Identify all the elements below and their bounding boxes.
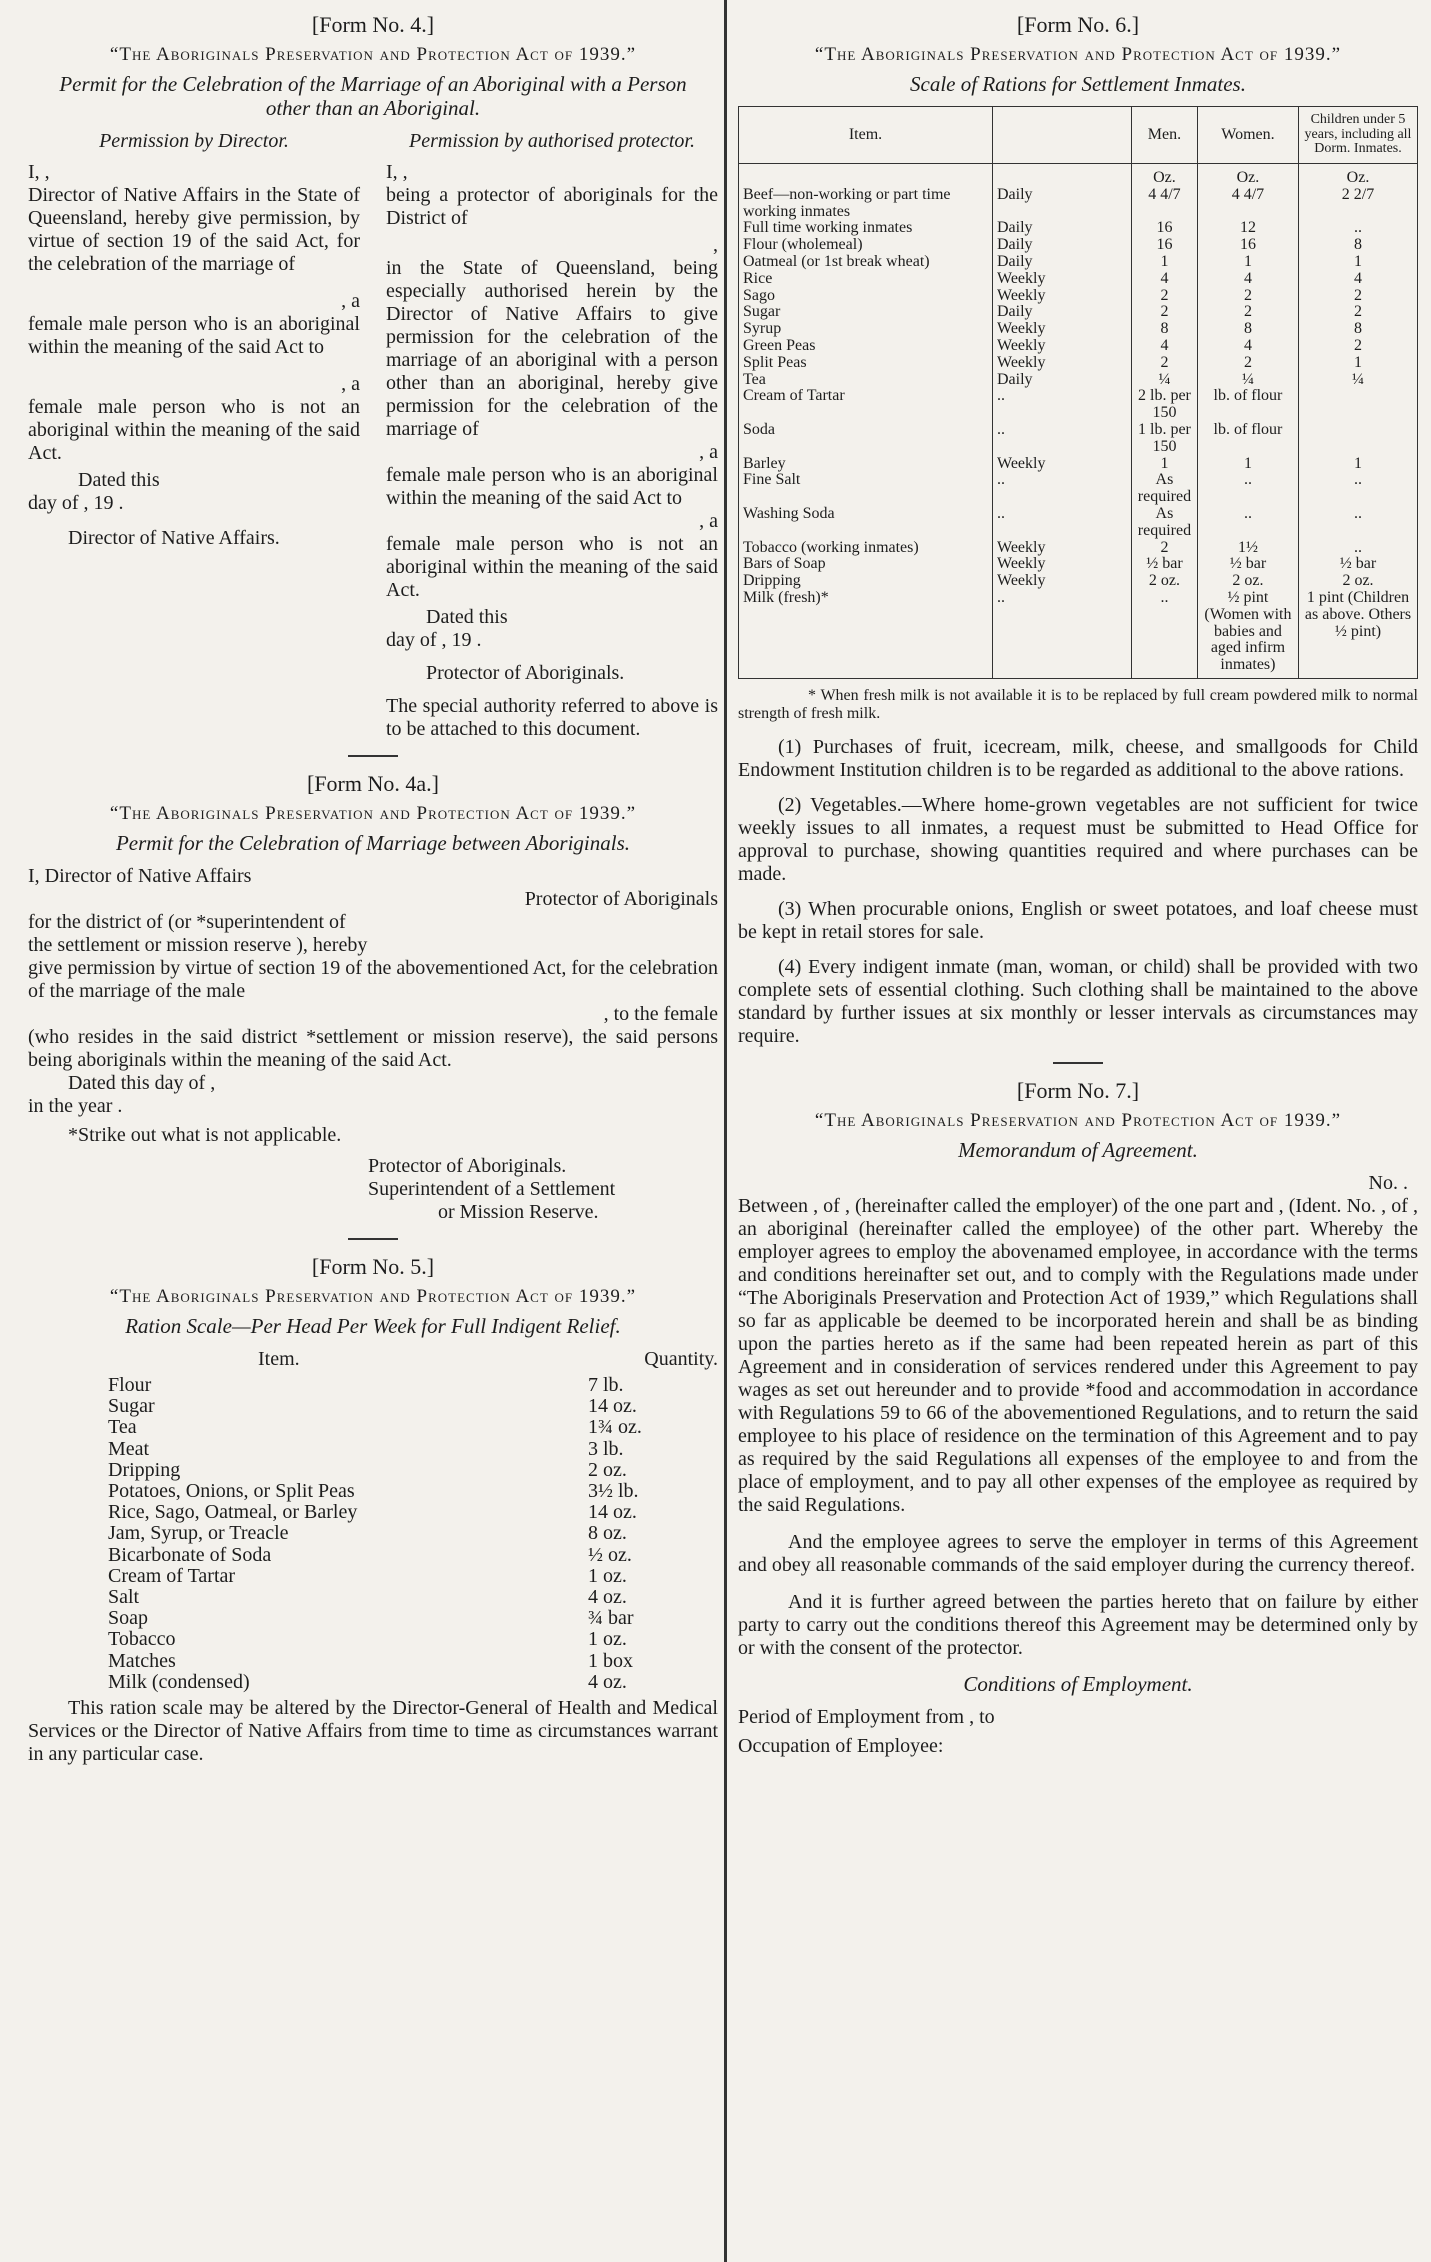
cell-women: ½ pint (Women with babies and aged infirm inmates) (1197, 590, 1298, 678)
paragraph: give permission by virtue of section 19 of the abovementioned Act, for the celebration of the marriage of the male (28, 957, 718, 1003)
ration-item: Dripping (108, 1458, 181, 1481)
cell-item: Fine Salt (739, 472, 993, 506)
ration-quantity: 4 oz. (588, 1585, 627, 1608)
table-row (739, 271, 1418, 288)
cell-men: 1 (1132, 254, 1198, 271)
cell-item: Oatmeal (or 1st break wheat) (739, 254, 993, 271)
line: Protector of Aboriginals (524, 888, 718, 911)
cell-children: 1 (1299, 355, 1418, 372)
ration-row (28, 1460, 718, 1481)
ration-row (28, 1608, 718, 1629)
cell-item: Sugar (739, 304, 993, 321)
ration-quantity: 8 oz. (588, 1522, 627, 1545)
unit-cell: Oz. (1132, 164, 1198, 187)
form-subtitle: Permit for the Celebration of Marriage between Aboriginals. (115, 830, 631, 855)
ration-row (28, 1523, 718, 1544)
cell-women: 2 (1197, 288, 1298, 305)
ration-list (28, 1375, 718, 1693)
form-number: [Form No. 7.] (1016, 1077, 1140, 1103)
cell-men: 4 4/7 (1132, 187, 1198, 221)
ration-item: Soap (108, 1607, 148, 1630)
cell-women: lb. of flour (1197, 388, 1298, 422)
cell-men: 2 lb. per 150 (1132, 388, 1198, 422)
line: , (713, 234, 718, 257)
table-row (739, 187, 1418, 221)
cell-men: ¼ (1132, 372, 1198, 389)
cell-children: .. (1299, 472, 1418, 506)
cell-item: Rice (739, 271, 993, 288)
unit-cell (993, 164, 1132, 187)
line: , to the female (603, 1003, 718, 1026)
ration-row (28, 1629, 718, 1650)
cell-item: Barley (739, 456, 993, 473)
act-title: “The Aboriginals Preservation and Protection Act of 1939.” (109, 1286, 637, 1308)
cell-children: 2 2/7 (1299, 187, 1418, 221)
ration-header (28, 1348, 718, 1371)
cell-women: 16 (1197, 237, 1298, 254)
cell-children: 8 (1299, 321, 1418, 338)
ration-quantity: 1 box (588, 1649, 633, 1672)
line: day of , 19 . (28, 492, 124, 515)
cell-children: 2 (1299, 338, 1418, 355)
ration-row (28, 1375, 718, 1396)
table-row (739, 372, 1418, 389)
ration-item: Salt (108, 1585, 140, 1608)
cell-freq: Daily (993, 237, 1132, 254)
ration-item: Meat (108, 1437, 150, 1460)
termination-clause: And it is further agreed between the parties hereto that on failure by either party to carry out the conditions thereof this Agreement may be determined only by or with the consent of the protector. (738, 1590, 1418, 1659)
cell-women: ¼ (1197, 372, 1298, 389)
section-separator (348, 1238, 398, 1240)
ration-item: Bicarbonate of Soda (108, 1543, 272, 1566)
ration-quantity: 1 oz. (588, 1564, 627, 1587)
col-item: Item. (739, 106, 993, 163)
cell-item: Soda (739, 422, 993, 456)
ration-item: Jam, Syrup, or Treacle (108, 1522, 289, 1545)
table-row (739, 338, 1418, 355)
signature-line: Protector of Aboriginals. (368, 1155, 567, 1178)
cell-men: 2 (1132, 355, 1198, 372)
cell-men: 4 (1132, 338, 1198, 355)
cell-men: .. (1132, 590, 1198, 678)
cell-item: Bars of Soap (739, 556, 993, 573)
cell-freq: Weekly (993, 456, 1132, 473)
cell-item: Dripping (739, 573, 993, 590)
act-title: “The Aboriginals Preservation and Protection Act of 1939.” (814, 44, 1342, 65)
director-permission (28, 130, 360, 741)
cell-children: .. (1299, 540, 1418, 557)
cell-women: 2 (1197, 355, 1298, 372)
ration-quantity: 1 oz. (588, 1628, 627, 1651)
cell-freq: Weekly (993, 556, 1132, 573)
paragraph: being a protector of aboriginals for the District of (386, 184, 718, 230)
cell-item: Tobacco (working inmates) (739, 540, 993, 557)
table-row (739, 321, 1418, 338)
form-number: [Form No. 5.] (311, 1254, 435, 1280)
form-subtitle: Ration Scale—Per Head Per Week for Full Indigent Relief. (125, 1313, 621, 1338)
line: Dated this (426, 606, 508, 629)
table-row (739, 540, 1418, 557)
employee-clause: And the employee agrees to serve the employer in terms of this Agreement and obey all reasonable commands of the said employer during the currency thereof. (738, 1530, 1418, 1576)
form-4 (28, 12, 718, 741)
cell-item: Syrup (739, 321, 993, 338)
cell-freq: Weekly (993, 321, 1132, 338)
period-line: Period of Employment from , to (738, 1705, 995, 1728)
cell-children: 4 (1299, 271, 1418, 288)
line: , a (341, 290, 360, 313)
footnote: *Strike out what is not applicable. (68, 1124, 342, 1147)
cell-children: 2 oz. (1299, 573, 1418, 590)
table-row (739, 237, 1418, 254)
cell-women: lb. of flour (1197, 422, 1298, 456)
ration-quantity: ½ oz. (588, 1543, 632, 1566)
cell-men: 8 (1132, 321, 1198, 338)
col-frequency (993, 106, 1132, 163)
paragraph: female male person who is not an aboriginal within the meaning of the said Act. (386, 533, 718, 602)
ration-notes (738, 736, 1418, 1048)
line: the settlement or mission reserve ), hereby (28, 934, 368, 957)
table-row (739, 456, 1418, 473)
cell-children: .. (1299, 506, 1418, 540)
cell-freq: .. (993, 422, 1132, 456)
ration-quantity: 14 oz. (588, 1501, 637, 1524)
paragraph: in the State of Queensland, being especially authorised herein by the Director of Native Affairs to give permission for the celebration of the marriage of an aboriginal with a person other than an aboriginal, hereby give permission for the celebration of the marriage of (386, 257, 718, 441)
ration-item: Tea (108, 1416, 137, 1439)
table-row (739, 590, 1418, 678)
cell-women: 4 4/7 (1197, 187, 1298, 221)
form-6 (738, 12, 1418, 1048)
ration-note: (4) Every indigent inmate (man, woman, or child) shall be provided with two complete sets of essential clothing. Such clothing shall be maintained to the above standard by further issues at six monthly or lesser intervals as circumstances may require. (738, 955, 1418, 1047)
cell-women: 1 (1197, 254, 1298, 271)
table-row (739, 472, 1418, 506)
ration-item: Matches (108, 1649, 176, 1672)
line: in the year . (28, 1095, 123, 1118)
table-header (739, 106, 1418, 163)
unit-cell: Oz. (1299, 164, 1418, 187)
form-subtitle: Permit for the Celebration of the Marriage of an Aboriginal with a Person other than an Aboriginal. (59, 71, 687, 120)
ration-quantity: 1¾ oz. (588, 1416, 642, 1439)
form-subtitle: Memorandum of Agreement. (958, 1137, 1198, 1162)
line: day of , 19 . (386, 629, 482, 652)
cell-children: 1 (1299, 456, 1418, 473)
paragraph: The special authority referred to above is to be attached to this document. (386, 695, 718, 741)
cell-item: Beef—non-working or part time working inmates (739, 187, 993, 221)
line: I, , (28, 161, 50, 184)
cell-children: 1 pint (Children as above. Others ½ pint) (1299, 590, 1418, 678)
ration-quantity: 3½ lb. (588, 1480, 639, 1503)
cell-item: Tea (739, 372, 993, 389)
ration-item: Potatoes, Onions, or Split Peas (108, 1480, 355, 1503)
cell-freq: .. (993, 590, 1132, 678)
line: I, Director of Native Affairs (28, 865, 252, 888)
table-row (739, 422, 1418, 456)
cell-freq: Weekly (993, 355, 1132, 372)
cell-freq: Daily (993, 372, 1132, 389)
line: Dated this day of , (68, 1072, 216, 1095)
cell-item: Green Peas (739, 338, 993, 355)
table-row (739, 304, 1418, 321)
cell-men: ½ bar (1132, 556, 1198, 573)
paragraph: female male person who is an aboriginal within the meaning of the said Act to (28, 313, 360, 359)
cell-item: Full time working inmates (739, 220, 993, 237)
cell-women: 2 oz. (1197, 573, 1298, 590)
form-4a (28, 771, 718, 1224)
col-women: Women. (1197, 106, 1298, 163)
paragraph: (who resides in the said district *settlement or mission reserve), the said persons being aboriginals within the meaning of the said Act. (28, 1026, 718, 1072)
line: , a (699, 441, 718, 464)
unit-cell (739, 164, 993, 187)
signature-line: Director of Native Affairs. (68, 527, 280, 550)
col-item: Item. (258, 1348, 300, 1371)
cell-freq: Daily (993, 304, 1132, 321)
cell-children (1299, 422, 1418, 456)
line: , a (699, 510, 718, 533)
cell-children: 8 (1299, 237, 1418, 254)
table-row (739, 355, 1418, 372)
cell-freq: Daily (993, 187, 1132, 221)
protector-permission (386, 130, 718, 741)
cell-men: As required (1132, 506, 1198, 540)
ration-row (28, 1481, 718, 1502)
ration-note: (2) Vegetables.—Where home-grown vegetables are not sufficient for twice weekly issues to all inmates, a request must be submitted to Head Office for approval to purchase, showing quantities required and where purchases can be made. (738, 793, 1418, 885)
ration-item: Milk (condensed) (108, 1670, 250, 1693)
ration-note: (3) When procurable onions, English or sweet potatoes, and loaf cheese must be kept in retail stores for sale. (738, 897, 1418, 943)
table-footnote: * When fresh milk is not available it is to be replaced by full cream powdered milk to normal strength of fresh milk. (738, 686, 1418, 723)
cell-freq: Weekly (993, 271, 1132, 288)
ration-item: Tobacco (108, 1628, 176, 1651)
cell-men: 16 (1132, 220, 1198, 237)
cell-item: Split Peas (739, 355, 993, 372)
agreement-number: No. . (1368, 1171, 1408, 1194)
ration-quantity: 7 lb. (588, 1374, 624, 1397)
ration-item: Flour (108, 1374, 152, 1397)
ration-row (28, 1651, 718, 1672)
table-row (739, 556, 1418, 573)
line: Dated this (78, 469, 160, 492)
ration-row (28, 1502, 718, 1523)
ration-item: Cream of Tartar (108, 1564, 236, 1587)
cell-women: 1½ (1197, 540, 1298, 557)
table-row (739, 388, 1418, 422)
cell-women: .. (1197, 472, 1298, 506)
cell-children: 1 (1299, 254, 1418, 271)
ration-row (28, 1566, 718, 1587)
cell-freq: Daily (993, 254, 1132, 271)
line: I, , (386, 161, 408, 184)
ration-item: Sugar (108, 1395, 155, 1418)
col-men: Men. (1132, 106, 1198, 163)
form-subtitle: Scale of Rations for Settlement Inmates. (910, 71, 1246, 96)
cell-women: 8 (1197, 321, 1298, 338)
ration-row (28, 1587, 718, 1608)
cell-freq: .. (993, 388, 1132, 422)
cell-men: 2 (1132, 540, 1198, 557)
paragraph: female male person who is not an aboriginal within the meaning of the said Act. (28, 396, 360, 465)
cell-children: 2 (1299, 288, 1418, 305)
cell-men: 1 (1132, 456, 1198, 473)
cell-women: 2 (1197, 304, 1298, 321)
cell-men: 2 (1132, 304, 1198, 321)
cell-freq: .. (993, 472, 1132, 506)
permission-columns (28, 130, 718, 741)
form-number: [Form No. 4.] (311, 12, 435, 37)
cell-women: 4 (1197, 338, 1298, 355)
cell-freq: Weekly (993, 573, 1132, 590)
ration-quantity: 3 lb. (588, 1437, 624, 1460)
table-row (739, 254, 1418, 271)
cell-children: ½ bar (1299, 556, 1418, 573)
ration-note: This ration scale may be altered by the Director-General of Health and Medical Services or the Director of Native Affairs from time to time as circumstances warrant in any particular case. (28, 1696, 718, 1765)
col-quantity: Quantity. (644, 1348, 718, 1371)
agreement-body: Between , of , (hereinafter called the employer) of the one part and , (Ident. No. , of , an aboriginal (hereinafter called the employee) of the other part. Whereby the employer agrees to employ the abovenamed employee, in accordance with the terms and conditions hereinafter set out, and to comply with the Regulations made under “The Aboriginals Preservation and Protection Act of 1939,” which Regulations shall so far as applicable be deemed to be incorporated herein and shall be as binding upon the parties hereto as if the same had been repeated herein as part of this Agreement and in consideration of services rendered under this Agreement to pay wages as set out hereunder and to provide *food and accommodation in accordance with Regulations 59 to 66 of the abovementioned Regulations, and to return the said employee to his place of residence on the termination of this Agreement and to pay as required by the said Regulations all expenses of the employee to and from the place of employment, and to pay all other expenses of the employee as required by the said Regulations. (738, 1194, 1418, 1516)
right-column (738, 0, 1418, 2262)
cell-women: 4 (1197, 271, 1298, 288)
cell-women: 12 (1197, 220, 1298, 237)
form-5 (28, 1254, 718, 1766)
cell-children: .. (1299, 220, 1418, 237)
cell-men: 1 lb. per 150 (1132, 422, 1198, 456)
signature-line: Protector of Aboriginals. (426, 662, 625, 685)
cell-men: 16 (1132, 237, 1198, 254)
cell-item: Milk (fresh)* (739, 590, 993, 678)
cell-men: 4 (1132, 271, 1198, 288)
unit-cell: Oz. (1197, 164, 1298, 187)
cell-children: ¼ (1299, 372, 1418, 389)
ration-row (28, 1396, 718, 1417)
signature-line: Superintendent of a Settlement (368, 1178, 616, 1201)
table-row (739, 288, 1418, 305)
cell-freq: Daily (993, 220, 1132, 237)
ration-note: (1) Purchases of fruit, icecream, milk, cheese, and smallgoods for Child Endowment Institution children is to be regarded as additional to the above rations. (738, 735, 1418, 781)
ration-table (738, 106, 1418, 679)
column-divider (724, 0, 727, 2262)
signature-line: or Mission Reserve. (438, 1201, 599, 1224)
line: for the district of (or *superintendent of (28, 911, 346, 934)
paragraph: female male person who is an aboriginal within the meaning of the said Act to (386, 464, 718, 510)
ration-quantity: 4 oz. (588, 1670, 627, 1693)
cell-item: Washing Soda (739, 506, 993, 540)
cell-women: ½ bar (1197, 556, 1298, 573)
form-number: [Form No. 4a.] (307, 771, 439, 797)
ration-item: Rice, Sago, Oatmeal, or Barley (108, 1501, 358, 1524)
cell-item: Flour (wholemeal) (739, 237, 993, 254)
ration-row (28, 1545, 718, 1566)
protector-heading: Permission by authorised protector. (409, 130, 695, 153)
ration-row (28, 1672, 718, 1693)
ration-quantity: ¾ bar (588, 1607, 634, 1630)
cell-men: 2 oz. (1132, 573, 1198, 590)
cell-item: Cream of Tartar (739, 388, 993, 422)
form-number: [Form No. 6.] (1016, 12, 1140, 37)
conditions-heading: Conditions of Employment. (963, 1671, 1193, 1696)
unit-row (739, 164, 1418, 187)
cell-freq: Weekly (993, 540, 1132, 557)
cell-women: .. (1197, 506, 1298, 540)
cell-freq: Weekly (993, 338, 1132, 355)
act-title: “The Aboriginals Preservation and Protection Act of 1939.” (109, 44, 637, 65)
act-title: “The Aboriginals Preservation and Protection Act of 1939.” (814, 1109, 1342, 1131)
line: , a (341, 373, 360, 396)
occupation-line: Occupation of Employee: (738, 1734, 944, 1757)
table-row (739, 573, 1418, 590)
act-title: “The Aboriginals Preservation and Protection Act of 1939.” (109, 803, 637, 825)
cell-freq: Weekly (993, 288, 1132, 305)
cell-freq: .. (993, 506, 1132, 540)
ration-quantity: 14 oz. (588, 1395, 637, 1418)
cell-item: Sago (739, 288, 993, 305)
ration-quantity: 2 oz. (588, 1458, 627, 1481)
cell-children (1299, 388, 1418, 422)
section-separator (1053, 1062, 1103, 1064)
cell-children: 2 (1299, 304, 1418, 321)
paragraph: Director of Native Affairs in the State of Queensland, hereby give permission, by virtue of section 19 of the said Act, for the celebration of the marriage of (28, 184, 360, 276)
cell-women: 1 (1197, 456, 1298, 473)
table-row (739, 506, 1418, 540)
cell-men: As required (1132, 472, 1198, 506)
ration-row (28, 1417, 718, 1438)
left-column (28, 0, 718, 2262)
ration-row (28, 1439, 718, 1460)
section-separator (348, 755, 398, 757)
form-7 (738, 1078, 1418, 1758)
director-heading: Permission by Director. (99, 130, 289, 153)
table-row (739, 220, 1418, 237)
cell-men: 2 (1132, 288, 1198, 305)
col-children: Children under 5 years, including all Dorm. Inmates. (1299, 106, 1418, 163)
